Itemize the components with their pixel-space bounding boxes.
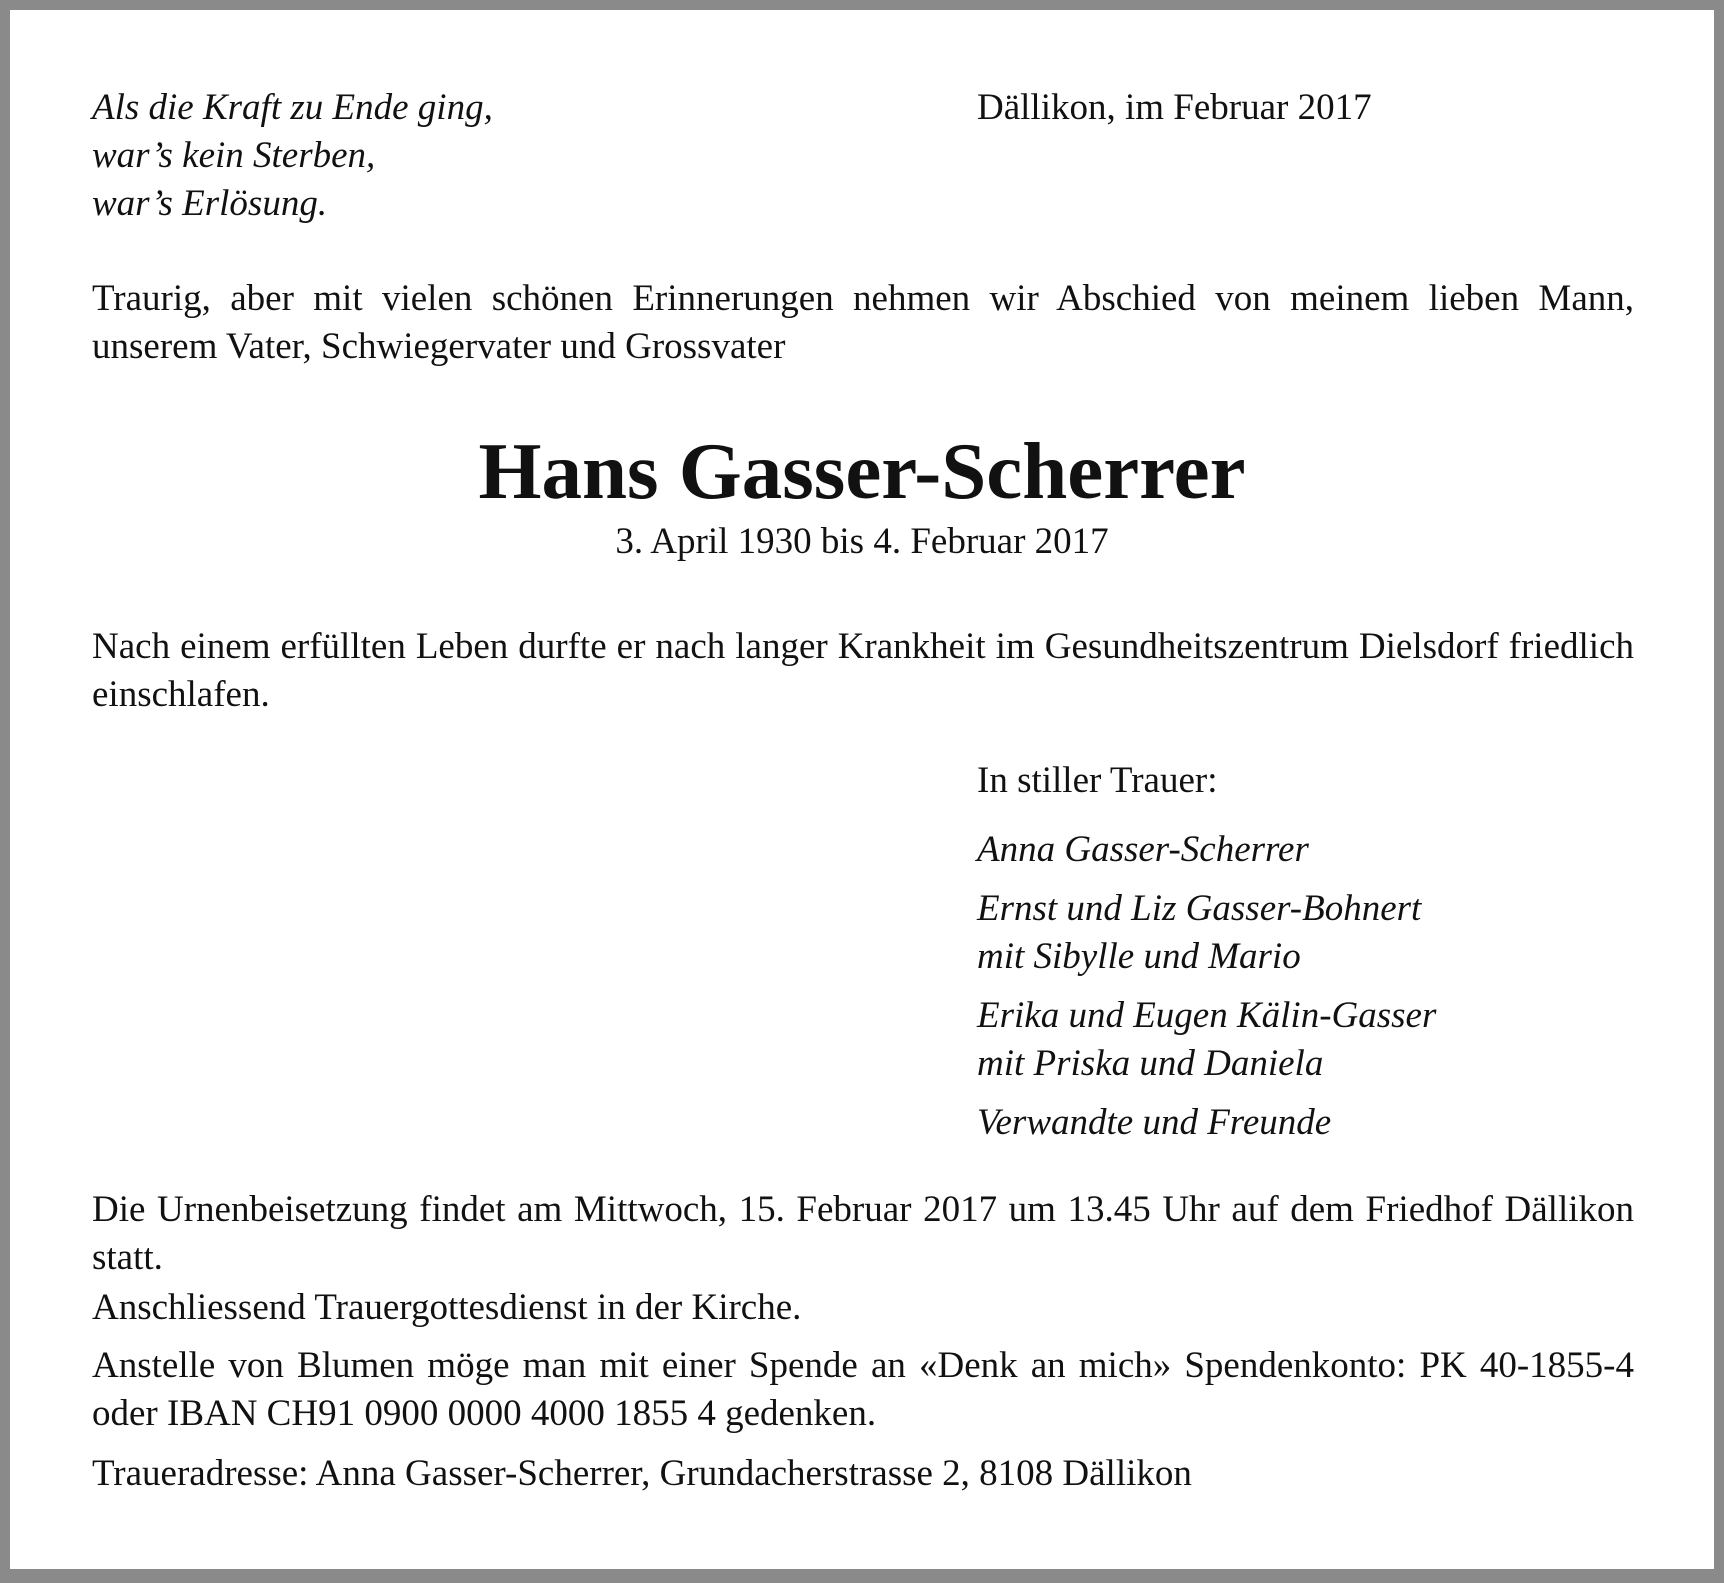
mourner-line: Ernst und Liz Gasser-Bohnert bbox=[977, 888, 1422, 929]
mourner-entry bbox=[977, 885, 1697, 981]
mourner-entry bbox=[977, 826, 1697, 874]
mourner-line: mit Priska und Daniela bbox=[977, 1043, 1324, 1084]
service-line: Anschliessend Trauergottesdienst in der Kirche. bbox=[92, 1287, 802, 1328]
mourners-list bbox=[977, 826, 1697, 1158]
donation-paragraph: Anstelle von Blumen möge man mit einer Spende an «Denk an mich» Spendenkonto: PK 40-1855-4 oder IBAN CH91 0900 0000 4000 1855 4 gedenken. bbox=[92, 1345, 1634, 1434]
mourning-address: Traueradresse: Anna Gasser-Scherrer, Grundacherstrasse 2, 8108 Dällikon bbox=[92, 1453, 1192, 1494]
motto-line: war’s kein Sterben, bbox=[92, 135, 376, 176]
mourner-entry bbox=[977, 992, 1697, 1088]
place-date: Dällikon, im Februar 2017 bbox=[977, 87, 1372, 128]
mourner-line: mit Sibylle und Mario bbox=[977, 936, 1301, 977]
mourner-entry bbox=[977, 1099, 1697, 1147]
burial-paragraph: Die Urnenbeisetzung findet am Mittwoch, 15. Februar 2017 um 13.45 Uhr auf dem Friedhof Dällikon statt. bbox=[92, 1189, 1634, 1278]
intro-paragraph: Traurig, aber mit vielen schönen Erinnerungen nehmen wir Abschied von meinem lieben Mann, unserem Vater, Schwiegervater und Grossvater bbox=[92, 278, 1634, 367]
motto-verse bbox=[92, 84, 792, 228]
mourner-line: Erika und Eugen Kälin-Gasser bbox=[977, 995, 1437, 1036]
mourner-line: Anna Gasser-Scherrer bbox=[977, 829, 1309, 870]
mourning-label: In stiller Trauer: bbox=[977, 760, 1218, 801]
death-notice-paragraph: Nach einem erfüllten Leben durfte er nach langer Krankheit im Gesundheitszentrum Dielsdorf friedlich einschlafen. bbox=[92, 626, 1634, 715]
motto-line: war’s Erlösung. bbox=[92, 183, 328, 224]
motto-line: Als die Kraft zu Ende ging, bbox=[92, 87, 493, 128]
mourner-line: Verwandte und Freunde bbox=[977, 1102, 1332, 1143]
deceased-name: Hans Gasser-Scherrer bbox=[478, 426, 1246, 516]
life-dates: 3. April 1930 bis 4. Februar 2017 bbox=[615, 521, 1109, 562]
